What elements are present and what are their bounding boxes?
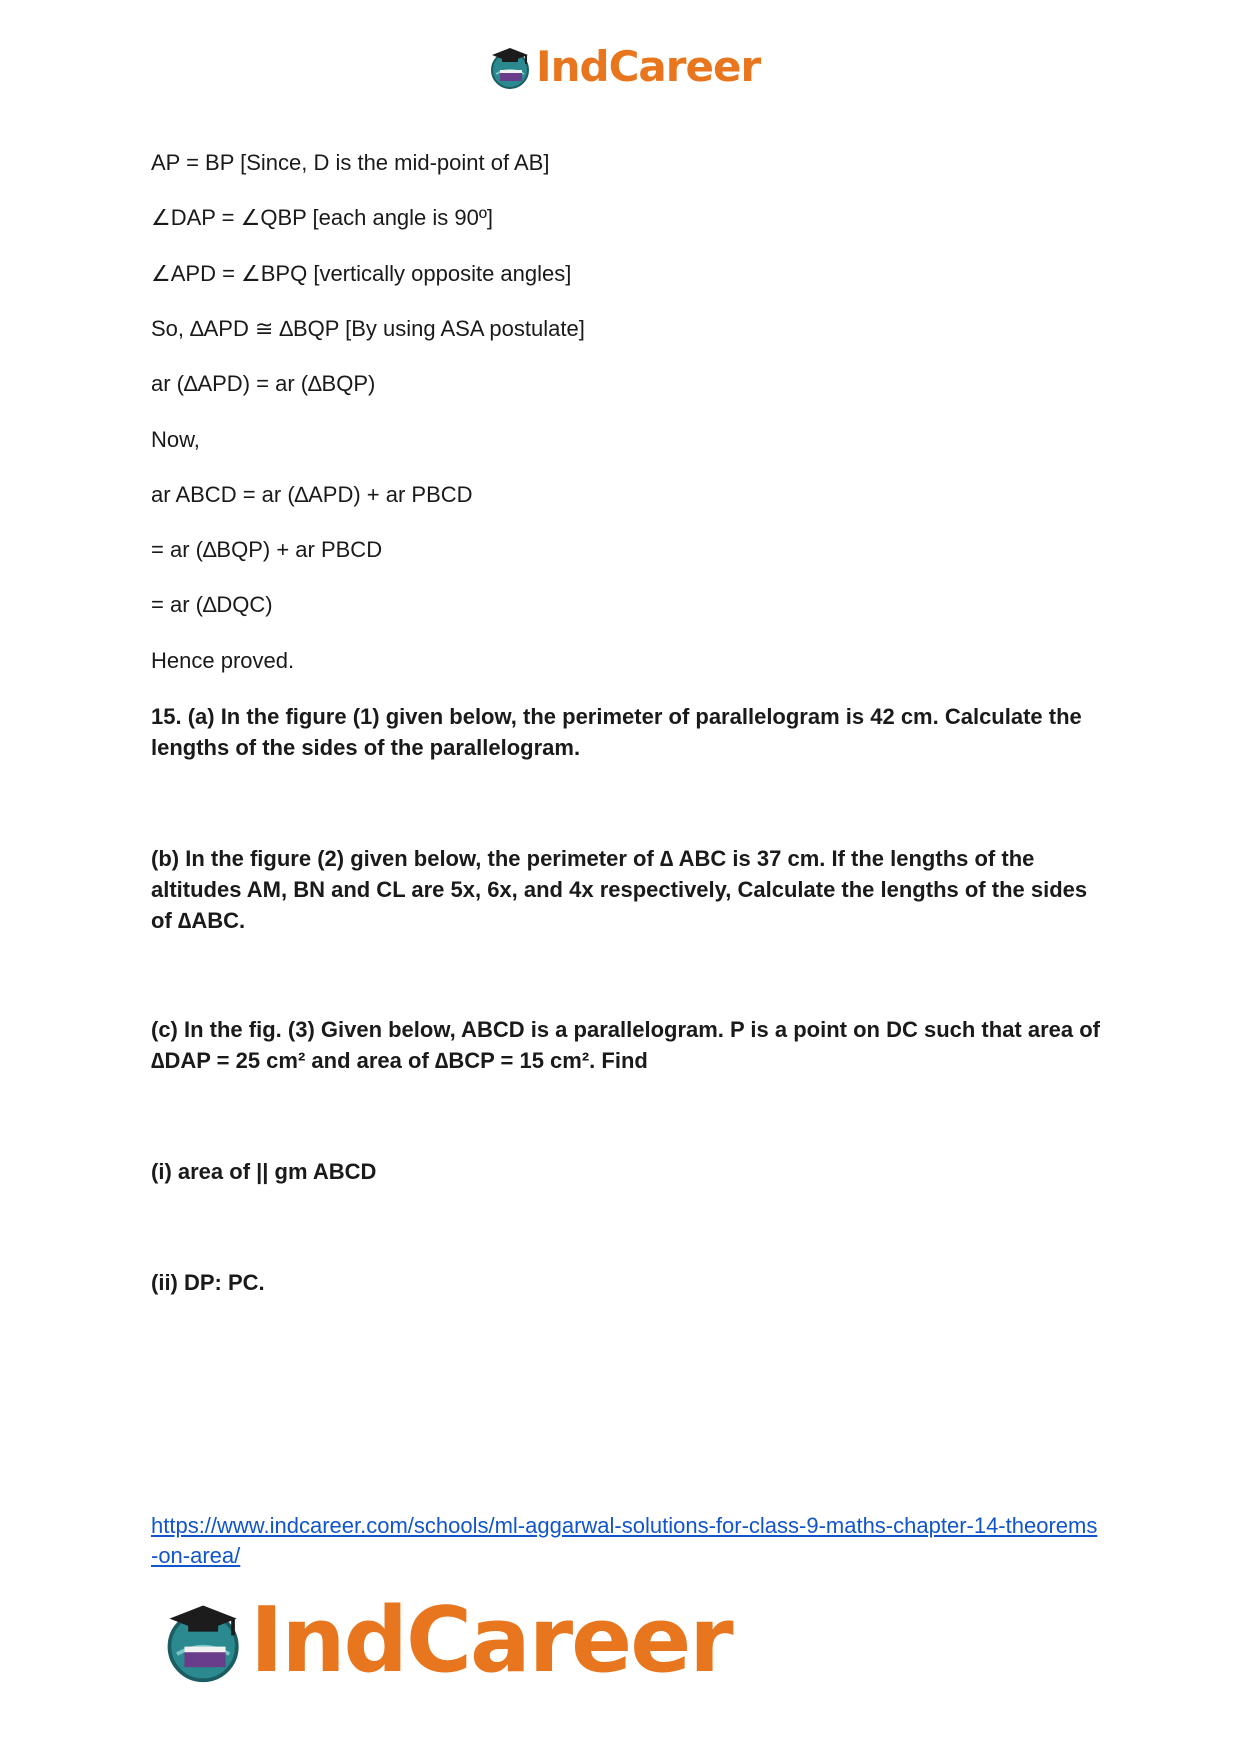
proof-conclusion: Hence proved. [151, 648, 295, 673]
question-15b: (b) In the figure (2) given below, the perimeter of ∆ ABC is 37 cm. If the lengths of the altitudes AM, BN and CL are 5x, 6x, and 4x respectively, Calculate the lengths of the sides of ∆ABC. [151, 846, 1088, 933]
question-15a: 15. (a) In the figure (1) given below, the perimeter of parallelogram is 42 cm. Calculate the lengths of the sides of the parallelogram. [151, 704, 1082, 760]
footer-logo [162, 1588, 732, 1693]
logo-wordmark: IndCareer [536, 42, 761, 91]
source-url-link[interactable]: https://www.indcareer.com/schools/ml-aggarwal-solutions-for-class-9-maths-chapter-14-theorems-on-area/ [151, 1513, 1098, 1568]
header-logo [488, 42, 760, 91]
proof-line: Now, [151, 427, 200, 452]
globe-graduation-cap-icon [162, 1598, 248, 1684]
proof-line: AP = BP [Since, D is the mid-point of AB] [151, 150, 550, 175]
proof-line: ar ABCD = ar (∆APD) + ar PBCD [151, 482, 473, 507]
question-15c: (c) In the fig. (3) Given below, ABCD is a parallelogram. P is a point on DC such that area of ∆DAP = 25 cm² and area of ∆BCP = 15 cm². Find [151, 1017, 1101, 1073]
proof-line: So, ∆APD ≅ ∆BQP [By using ASA postulate] [151, 316, 585, 341]
proof-line: ar (∆APD) = ar (∆BQP) [151, 371, 376, 396]
proof-line: ∠APD = ∠BPQ [vertically opposite angles] [151, 261, 572, 286]
proof-line: = ar (∆DQC) [151, 592, 273, 617]
proof-line: ∠DAP = ∠QBP [each angle is 90º] [151, 205, 494, 230]
proof-line: = ar (∆BQP) + ar PBCD [151, 537, 383, 562]
question-15c-part-ii: (ii) DP: PC. [151, 1270, 265, 1295]
logo-wordmark: IndCareer [250, 1588, 732, 1693]
globe-graduation-cap-icon [488, 44, 534, 90]
question-15c-part-i: (i) area of || gm ABCD [151, 1159, 377, 1184]
